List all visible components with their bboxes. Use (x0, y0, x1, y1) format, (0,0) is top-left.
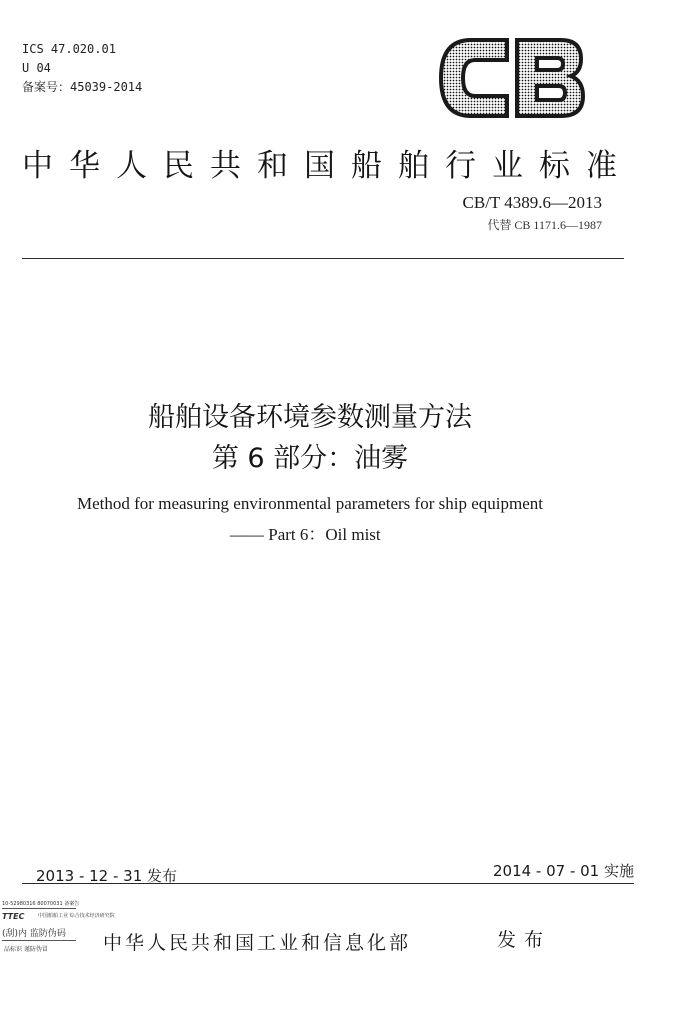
stamp-divider (2, 908, 76, 909)
stamp-institute: 中国船舶工业 综合技术经济研究院 (38, 913, 115, 919)
standard-number: CB/T 4389.6—2013 (462, 193, 602, 212)
header-meta (22, 40, 142, 97)
filing-number: 备案号：45039-2014 (22, 80, 143, 94)
replaces-standard: 代替 CB 1171.6—1987 (487, 218, 602, 232)
ics-code: ICS 47.020.01 (22, 42, 116, 56)
title-english-line2: —— Part 6：Oil mist (230, 525, 381, 544)
classification-code: U 04 (22, 61, 51, 75)
stamp-security-code: (刮)内 监防伪码 (2, 929, 66, 939)
top-divider (22, 258, 624, 259)
title-english-line1: Method for measuring environmental parameters for ship equipment (77, 494, 543, 513)
stamp-divider (2, 940, 76, 941)
stamp-code: 10-52980316 80070031 备案告 (2, 901, 80, 907)
title-chinese-line1: 船舶设备环境参数测量方法 (148, 402, 472, 433)
title-chinese-line2: 第 6 部分：油雾 (211, 443, 409, 474)
cb-logo (437, 34, 587, 122)
bottom-divider (22, 883, 634, 884)
implementation-date: 2014 - 07 - 01 实施 (492, 862, 634, 880)
anti-counterfeit-stamp (2, 900, 115, 958)
issue-label: 发布 (497, 929, 552, 951)
stamp-brand: TTEC (2, 912, 25, 921)
stamp-warning: 品标识 谨防伪冒 (4, 946, 48, 953)
industry-standard-title: 中华人民共和国船舶行业标准 (22, 148, 633, 184)
issue-date: 2013 - 12 - 31 发布 (36, 867, 178, 885)
issuing-authority: 中华人民共和国工业和信息化部 (103, 932, 412, 954)
